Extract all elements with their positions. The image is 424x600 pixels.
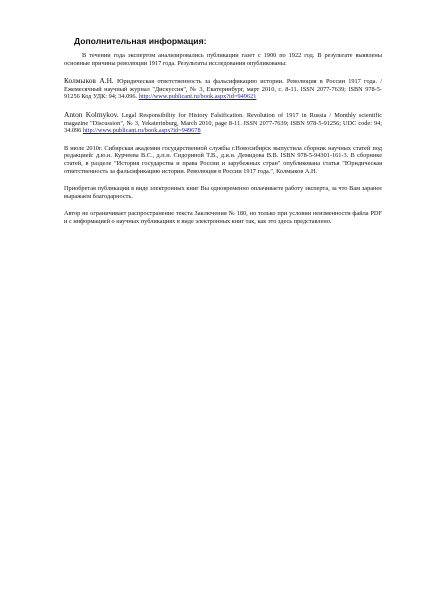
publication-ru-text: Юридическая ответственность за фальсификацию истории. Революция в России 1917 года. / Ежемесячный научный журнал "Дискуссия", № 3, Екатеринбург, март 2010, с. 8-11. ISSN 2077-7639; ISBN 978-5-91256 Код УДК: 94; 34.096. <box>64 78 382 101</box>
purchase-paragraph: Приобретая публикации в виде электронных книг Вы одновременно оплачиваете работу эксперта, за что Вам заранее выражаем благодарность. <box>64 185 382 200</box>
author-rights-paragraph: Автор не ограничивает распространение текста Заключения № 180, но только при условии неизменности файла PDF и с информацией о научных публикациях в виде электронных книг так, как это здесь представлено. <box>64 210 382 225</box>
section-heading: Дополнительная информация: <box>74 36 207 46</box>
publication-ru-link[interactable]: http://www.publicant.ru/book.aspx?id=949621 <box>138 93 257 101</box>
spacer <box>64 175 382 185</box>
spacer <box>64 135 382 145</box>
spacer <box>64 200 382 210</box>
publication-ru <box>64 77 382 101</box>
publication-en <box>64 111 382 135</box>
publication-en-text: Legal Responsibility for History Falsification. Revolution of 1917 in Russia / Monthly scientific magazine "Discussion", № 3, Yekaterinburg, March 2010, page 8-11. ISSN 2077-7639; ISBN 978-5-91256; UDC code: 94; 34.096 <box>64 111 382 135</box>
publication-en-author: Anton Kolmykov. <box>64 109 119 119</box>
publication-en-link[interactable]: http://www.publicant.ru/book.aspx?id=949678 <box>82 127 201 135</box>
july-paragraph: В июле 2010г. Сибирская академия государственной службы г.Новосибирск выпустила сборник научных статей под редакцией: д.ю.н. Курчеева В.С., д.п.н. Сидориной Т.В., д.и.н. Демидова В.В. ISBN 978-5-94301-161-3. В сборнике статей, в разделе "История государства и права России и зарубежных стран" опубликована статья "Юридическая ответственность за фальсификацию истории. Революция в России 1917 года.", Колмыков А.Н. <box>64 144 382 175</box>
publication-ru-author: Колмыков А.Н. <box>64 76 114 86</box>
intro-paragraph: В течении года экспертом анализировались публикации газет с 1900 по 1922 год. В результате выявлены основные причины революции 1917 года. Результаты исследования опубликованы: <box>64 52 382 67</box>
